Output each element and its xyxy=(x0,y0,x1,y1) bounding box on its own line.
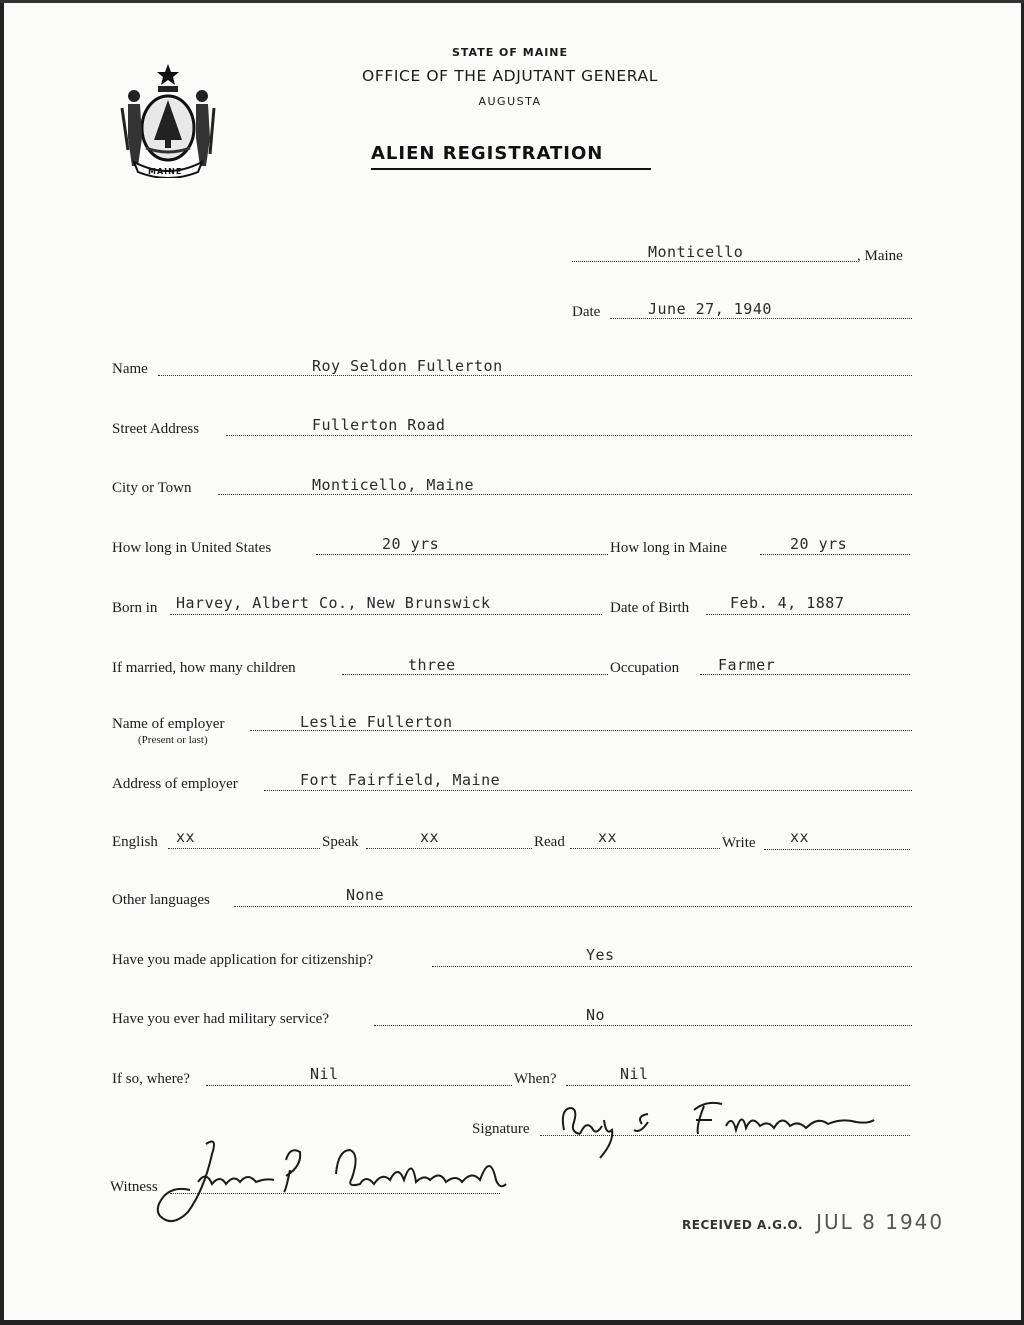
born-in-value: Harvey, Albert Co., New Brunswick xyxy=(176,594,491,612)
speak-value: xx xyxy=(420,828,440,846)
military-label: Have you ever had military service? xyxy=(112,1011,329,1027)
scan-edge-bottom xyxy=(0,1320,1024,1325)
title-underline xyxy=(371,168,651,170)
speak-label: Speak xyxy=(322,834,359,850)
header-state: STATE OF MAINE xyxy=(451,46,569,59)
when-label: When? xyxy=(514,1071,557,1087)
name-label: Name xyxy=(112,361,148,377)
other-languages-value: None xyxy=(346,886,385,904)
stamp-date: JUL 8 1940 xyxy=(816,1210,945,1234)
citizenship-label: Have you made application for citizenship? xyxy=(112,952,374,968)
street-address-value: Fullerton Road xyxy=(312,416,446,434)
city-dots xyxy=(218,494,912,495)
how-long-maine-value: 20 yrs xyxy=(790,535,848,553)
town-value: Monticello xyxy=(648,243,744,261)
stamp-label: RECEIVED A.G.O. xyxy=(682,1218,804,1232)
city-value: Monticello, Maine xyxy=(312,476,475,494)
citizenship-value: Yes xyxy=(586,946,615,964)
witness-signature xyxy=(150,1130,520,1230)
maine-label: , Maine xyxy=(857,248,903,264)
city-label: City or Town xyxy=(112,480,192,496)
write-label: Write xyxy=(722,835,756,851)
born-in-label: Born in xyxy=(112,600,158,616)
witness-label: Witness xyxy=(110,1179,158,1195)
when-value: Nil xyxy=(620,1065,649,1083)
date-value: June 27, 1940 xyxy=(648,300,772,318)
employer-address-dots xyxy=(264,790,912,791)
how-long-maine-label: How long in Maine xyxy=(610,540,728,556)
employer-address-label: Address of employer xyxy=(112,776,238,792)
how-long-maine-dots xyxy=(760,554,910,555)
english-value: xx xyxy=(176,828,196,846)
military-value: No xyxy=(586,1006,606,1024)
scan-edge-left xyxy=(0,0,4,1325)
occupation-label: Occupation xyxy=(610,660,680,676)
date-dots xyxy=(610,318,912,319)
how-long-us-label: How long in United States xyxy=(112,540,272,556)
employer-address-value: Fort Fairfield, Maine xyxy=(300,771,501,789)
form-title: ALIEN REGISTRATION xyxy=(371,143,604,164)
how-long-us-dots xyxy=(316,554,608,555)
read-value: xx xyxy=(598,828,618,846)
occupation-dots xyxy=(700,674,910,675)
state-of-maine-seal-icon xyxy=(112,58,224,178)
employer-name-label: Name of employer xyxy=(112,716,225,732)
write-value: xx xyxy=(790,828,810,846)
occupation-value: Farmer xyxy=(718,656,776,674)
children-value: three xyxy=(408,656,456,674)
english-label: English xyxy=(112,834,158,850)
seal-text: MAINE xyxy=(148,167,183,176)
write-dots xyxy=(764,849,910,850)
where-value: Nil xyxy=(310,1065,339,1083)
english-dots xyxy=(168,848,320,849)
name-dots xyxy=(158,375,912,376)
street-address-dots xyxy=(226,435,912,436)
born-in-dots xyxy=(170,614,602,615)
employer-name-value: Leslie Fullerton xyxy=(300,713,453,731)
how-long-us-value: 20 yrs xyxy=(382,535,440,553)
name-value: Roy Seldon Fullerton xyxy=(312,357,503,375)
applicant-signature xyxy=(556,1090,886,1160)
date-of-birth-value: Feb. 4, 1887 xyxy=(730,594,845,612)
signature-label: Signature xyxy=(472,1121,530,1137)
read-label: Read xyxy=(534,834,565,850)
header-office: OFFICE OF THE ADJUTANT GENERAL xyxy=(362,67,658,85)
speak-dots xyxy=(366,848,532,849)
children-dots xyxy=(342,674,608,675)
military-dots xyxy=(374,1025,912,1026)
other-languages-label: Other languages xyxy=(112,892,210,908)
date-of-birth-label: Date of Birth xyxy=(610,600,690,616)
date-of-birth-dots xyxy=(706,614,910,615)
where-dots xyxy=(206,1085,512,1086)
other-languages-dots xyxy=(234,906,912,907)
when-dots xyxy=(566,1085,910,1086)
street-address-label: Street Address xyxy=(112,421,200,437)
where-label: If so, where? xyxy=(112,1071,190,1087)
citizenship-dots xyxy=(432,966,912,967)
received-stamp xyxy=(682,1210,944,1234)
scan-edge-top xyxy=(0,0,1024,3)
read-dots xyxy=(570,848,720,849)
header-city: AUGUSTA xyxy=(478,95,542,108)
town-dots xyxy=(572,261,857,262)
employer-note: (Present or last) xyxy=(138,734,208,746)
date-label: Date xyxy=(572,304,601,320)
children-label: If married, how many children xyxy=(112,660,296,676)
